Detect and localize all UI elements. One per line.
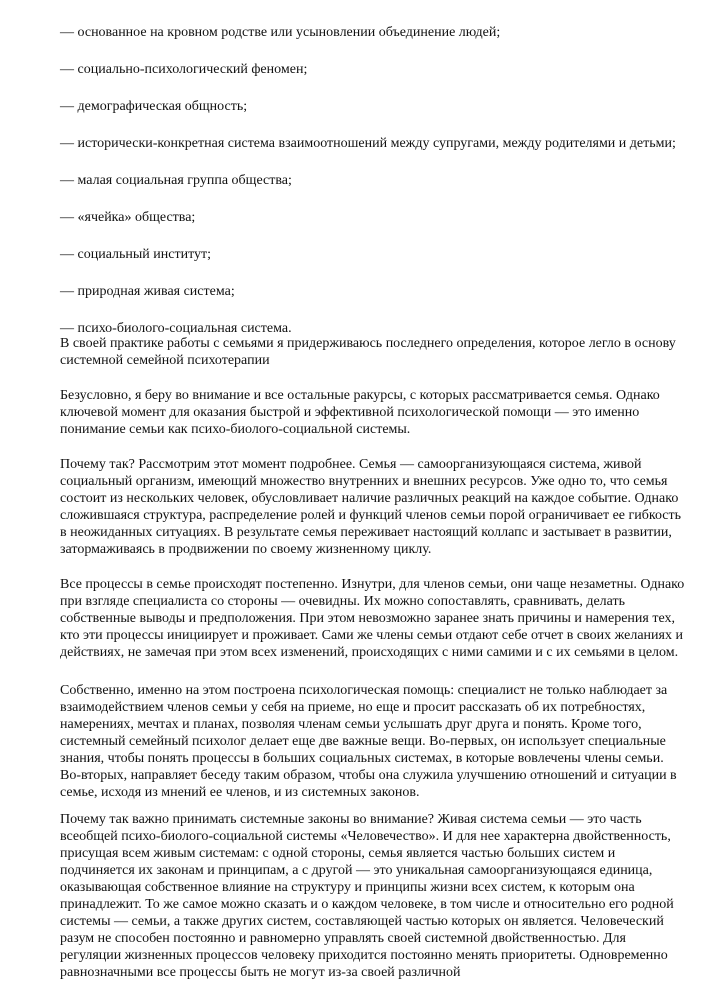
- paragraph: Собственно, именно на этом построена психологическая помощь: специалист не только наблюдает за взаимодействием членов семьи у себя на приеме, но еще и просит рассказать об их потребностях, намерениях, мечтах и планах, позволяя членам семьи услышать друг друга и понять. Кроме того, системный семейный психолог делает еще две важные вещи. Во-первых, он использует специальные знания, чтобы понять процессы в больших социальных системах, в которые вовлечены члены семьи. Во-вторых, направляет беседу таким образом, чтобы она служила улучшению отношений и ситуации в семье, исходя из мнений ее членов, и из системных законов.: [60, 683, 677, 800]
- list-item: — исторически-конкретная система взаимоотношений между супругами, между родителями и детьми;: [60, 136, 676, 151]
- list-item: — социальный институт;: [60, 247, 212, 262]
- paragraph: Все процессы в семье происходят постепенно. Изнутри, для членов семьи, они чаще незаметны. Однако при взгляде специалиста со стороны — очевидны. Их можно сопоставлять, сравнивать, делать собственные выводы и предположения. При этом невозможно заранее знать причины и намерения тех, кто эти процессы инициирует и проживает. Сами же члены семьи отдают себе отчет в своих желаниях и действиях, не замечая при этом всех изменений, происходящих с ними самими и с их семьями в целом.: [60, 577, 685, 660]
- list-item: — природная живая система;: [60, 284, 235, 299]
- list-item: — психо-биолого-социальная система.: [60, 321, 292, 336]
- paragraph: Почему так важно принимать системные законы во внимание? Живая система семьи — это часть всеобщей психо-биолого-социальной системы «Человечество». И для нее характерна двойственность, присущая всем живым системам: с одной стороны, семья является частью больших систем и подчиняется их законам и принципам, а с другой — это уникальная самоорганизующаяся единица, оказывающая собственное влияние на структуру и принципы жизни всех систем, к которым она принадлежит. То же самое можно сказать и о каждом человеке, в том числе и относительно его родной системы — семьи, а также других систем, составляющей частью которых он является. Человеческий разум не способен постоянно и равномерно управлять своей системной двойственностью. Для регуляции жизненных процессов человеку приходится постоянно менять приоритеты. Одновременно равнозначными все процессы быть не могут из-за своей различной: [60, 812, 674, 980]
- paragraph: В своей практике работы с семьями я придерживаюсь последнего определения, которое легло в основу системной семейной психотерапии: [60, 336, 676, 368]
- paragraph: Почему так? Рассмотрим этот момент подробнее. Семья — самоорганизующаяся система, живой социальный организм, имеющий множество внутренних и внешних ресурсов. Уже одно то, что семья состоит из нескольких человек, обусловливает наличие различных реакций на каждое событие. Однако сложившаяся структура, распределение ролей и функций членов семьи порой ограничивает ее гибкость в неожиданных ситуациях. В результате семья переживает настоящий коллапс и застывает в развитии, затормаживаясь в продвижении по своему жизненному циклу.: [60, 457, 682, 557]
- list-item: — основанное на кровном родстве или усыновлении объединение людей;: [60, 25, 501, 40]
- list-item: — малая социальная группа общества;: [60, 173, 292, 188]
- list-item: — «ячейка» общества;: [60, 210, 196, 225]
- definition-list: [60, 24, 688, 337]
- paragraph: Безусловно, я беру во внимание и все остальные ракурсы, с которых рассматривается семья. Однако ключевой момент для оказания быстрой и эффективной психологической помощи — это именно понимание семьи как психо-биолого-социальной системы.: [60, 388, 660, 437]
- list-item: — социально-психологический феномен;: [60, 62, 308, 77]
- list-item: — демографическая общность;: [60, 99, 248, 114]
